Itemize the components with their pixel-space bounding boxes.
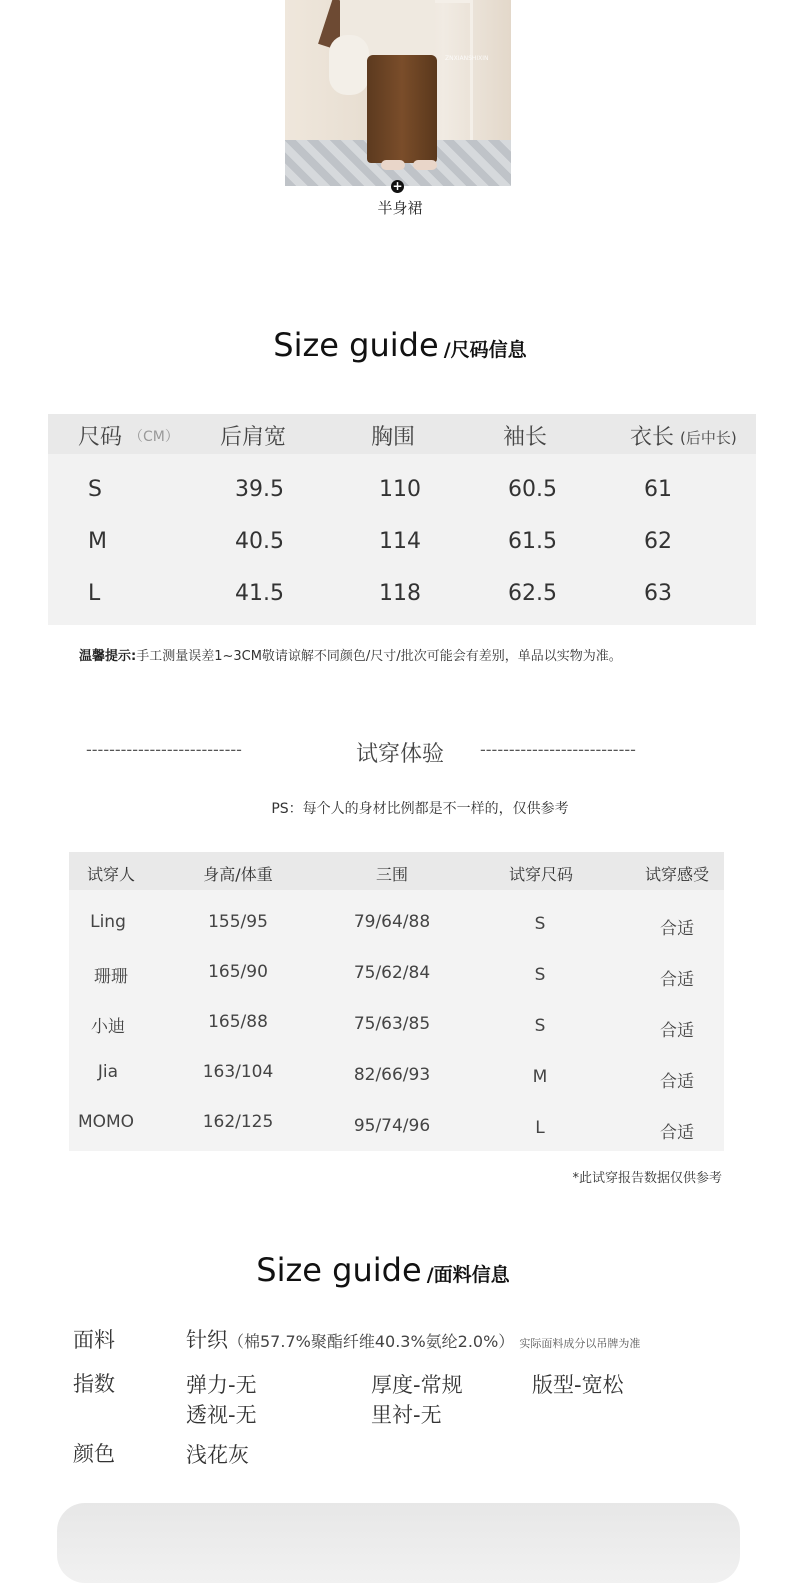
tryon-cell: 合适 [660,1021,694,1041]
size-cell: 61 [644,477,672,502]
tryon-cell: 小迪 [91,1017,125,1037]
header-unit: （CM） [129,429,179,445]
header-feeling: 试穿感受 [644,865,709,884]
divider-left: --------------------------- [86,740,242,759]
tryon-cell: 合适 [660,919,694,939]
size-cell: 61.5 [508,529,557,554]
header-height-weight: 身高/体重 [203,865,273,884]
header-length-note: (后中长) [680,429,737,447]
size-cell: 114 [379,529,421,554]
tryon-cell: 75/62/84 [353,963,431,983]
tryon-cell: 163/104 [202,1062,274,1082]
index-sheerness: 透视-无 [186,1403,257,1427]
photo-shoe [381,160,405,170]
next-image-card [57,1503,740,1583]
index-label: 指数 [73,1372,115,1396]
tryon-cell: 75/63/85 [353,1014,431,1034]
tryon-cell: 合适 [660,1072,694,1092]
tryon-cell: M [532,1067,548,1087]
tryon-cell: MOMO [77,1112,135,1132]
photo-watermark: ZNXIANSHIXIN [445,55,489,62]
size-cell: 118 [379,581,421,606]
header-size: 尺码 [78,425,123,450]
tryon-cell: 95/74/96 [353,1116,431,1136]
tryon-cell: 82/66/93 [353,1065,431,1085]
index-thickness: 厚度-常规 [371,1373,463,1397]
size-cell: 110 [379,477,421,502]
fabric-title: Size guide [256,1251,422,1289]
tryon-cell: 合适 [660,1123,694,1143]
size-guide-title: Size guide [273,326,439,364]
tryon-ps-note: PS：每个人的身材比例都是不一样的，仅供参考 [271,801,569,817]
index-fit: 版型-宽松 [532,1373,624,1397]
photo-skirt [367,55,437,163]
tryon-cell: 162/125 [202,1112,274,1132]
photo-caption: 半身裙 [377,199,423,217]
size-cell: M [88,529,107,554]
tryon-cell: L [535,1118,545,1138]
tryon-table [69,852,724,1151]
photo-shoe [413,160,437,170]
header-length: 衣长 [630,425,675,450]
size-cell: L [88,581,101,606]
size-cell: 62 [644,529,672,554]
size-cell: 39.5 [235,477,284,502]
tryon-title: 试穿体验 [355,742,444,767]
size-cell: 40.5 [235,529,284,554]
tryon-footnote: *此试穿报告数据仅供参考 [572,1171,722,1186]
photo-bag [329,35,369,95]
size-guide-heading [0,326,800,364]
tryon-cell: 79/64/88 [353,912,431,932]
color-label: 颜色 [73,1442,115,1466]
fabric-label: 面料 [73,1328,115,1352]
product-photo [285,0,511,186]
fabric-subtitle: /面料信息 [426,1264,510,1286]
tryon-cell: 合适 [660,970,694,990]
size-cell: S [88,477,102,502]
tryon-cell: S [534,1016,546,1036]
size-cell: 63 [644,581,672,606]
tryon-cell: 珊珊 [94,967,128,987]
tryon-cell: 165/88 [208,1012,268,1032]
tryon-cell: 165/90 [208,962,268,982]
note-text: 手工测量误差1~3CM敬请谅解不同颜色/尺寸/批次可能会有差别，单品以实物为准。 [136,649,622,664]
tryon-cell: Ling [90,912,126,932]
color-value: 浅花灰 [186,1443,249,1467]
fabric-note: 实际面料成分以吊牌为准 [519,1337,641,1350]
note-label: 温馨提示: [79,649,137,664]
header-sleeve: 袖长 [503,425,548,450]
fabric-detail: （棉57.7%聚酯纤维40.3%氨纶2.0%） [228,1332,515,1351]
size-cell: 60.5 [508,477,557,502]
header-measurements: 三围 [375,865,408,884]
size-guide-subtitle: /尺码信息 [443,339,527,361]
tryon-cell: S [534,914,546,934]
fabric-heading [0,1251,766,1289]
measurement-note [79,645,622,664]
header-shoulder: 后肩宽 [220,425,287,450]
tryon-cell: Jia [97,1062,119,1082]
tryon-cell: S [534,965,546,985]
size-cell: 41.5 [235,581,284,606]
size-cell: 62.5 [508,581,557,606]
header-person: 试穿人 [86,865,135,884]
fabric-main: 针织 [186,1328,228,1352]
header-chest: 胸围 [371,425,416,450]
divider-right: --------------------------- [480,740,636,759]
index-elasticity: 弹力-无 [186,1373,257,1397]
index-lining: 里衬-无 [371,1403,442,1427]
header-tried-size: 试穿尺码 [508,865,573,884]
fabric-value [186,1324,640,1354]
tryon-cell: 155/95 [208,912,268,932]
plus-icon: + [392,179,403,193]
